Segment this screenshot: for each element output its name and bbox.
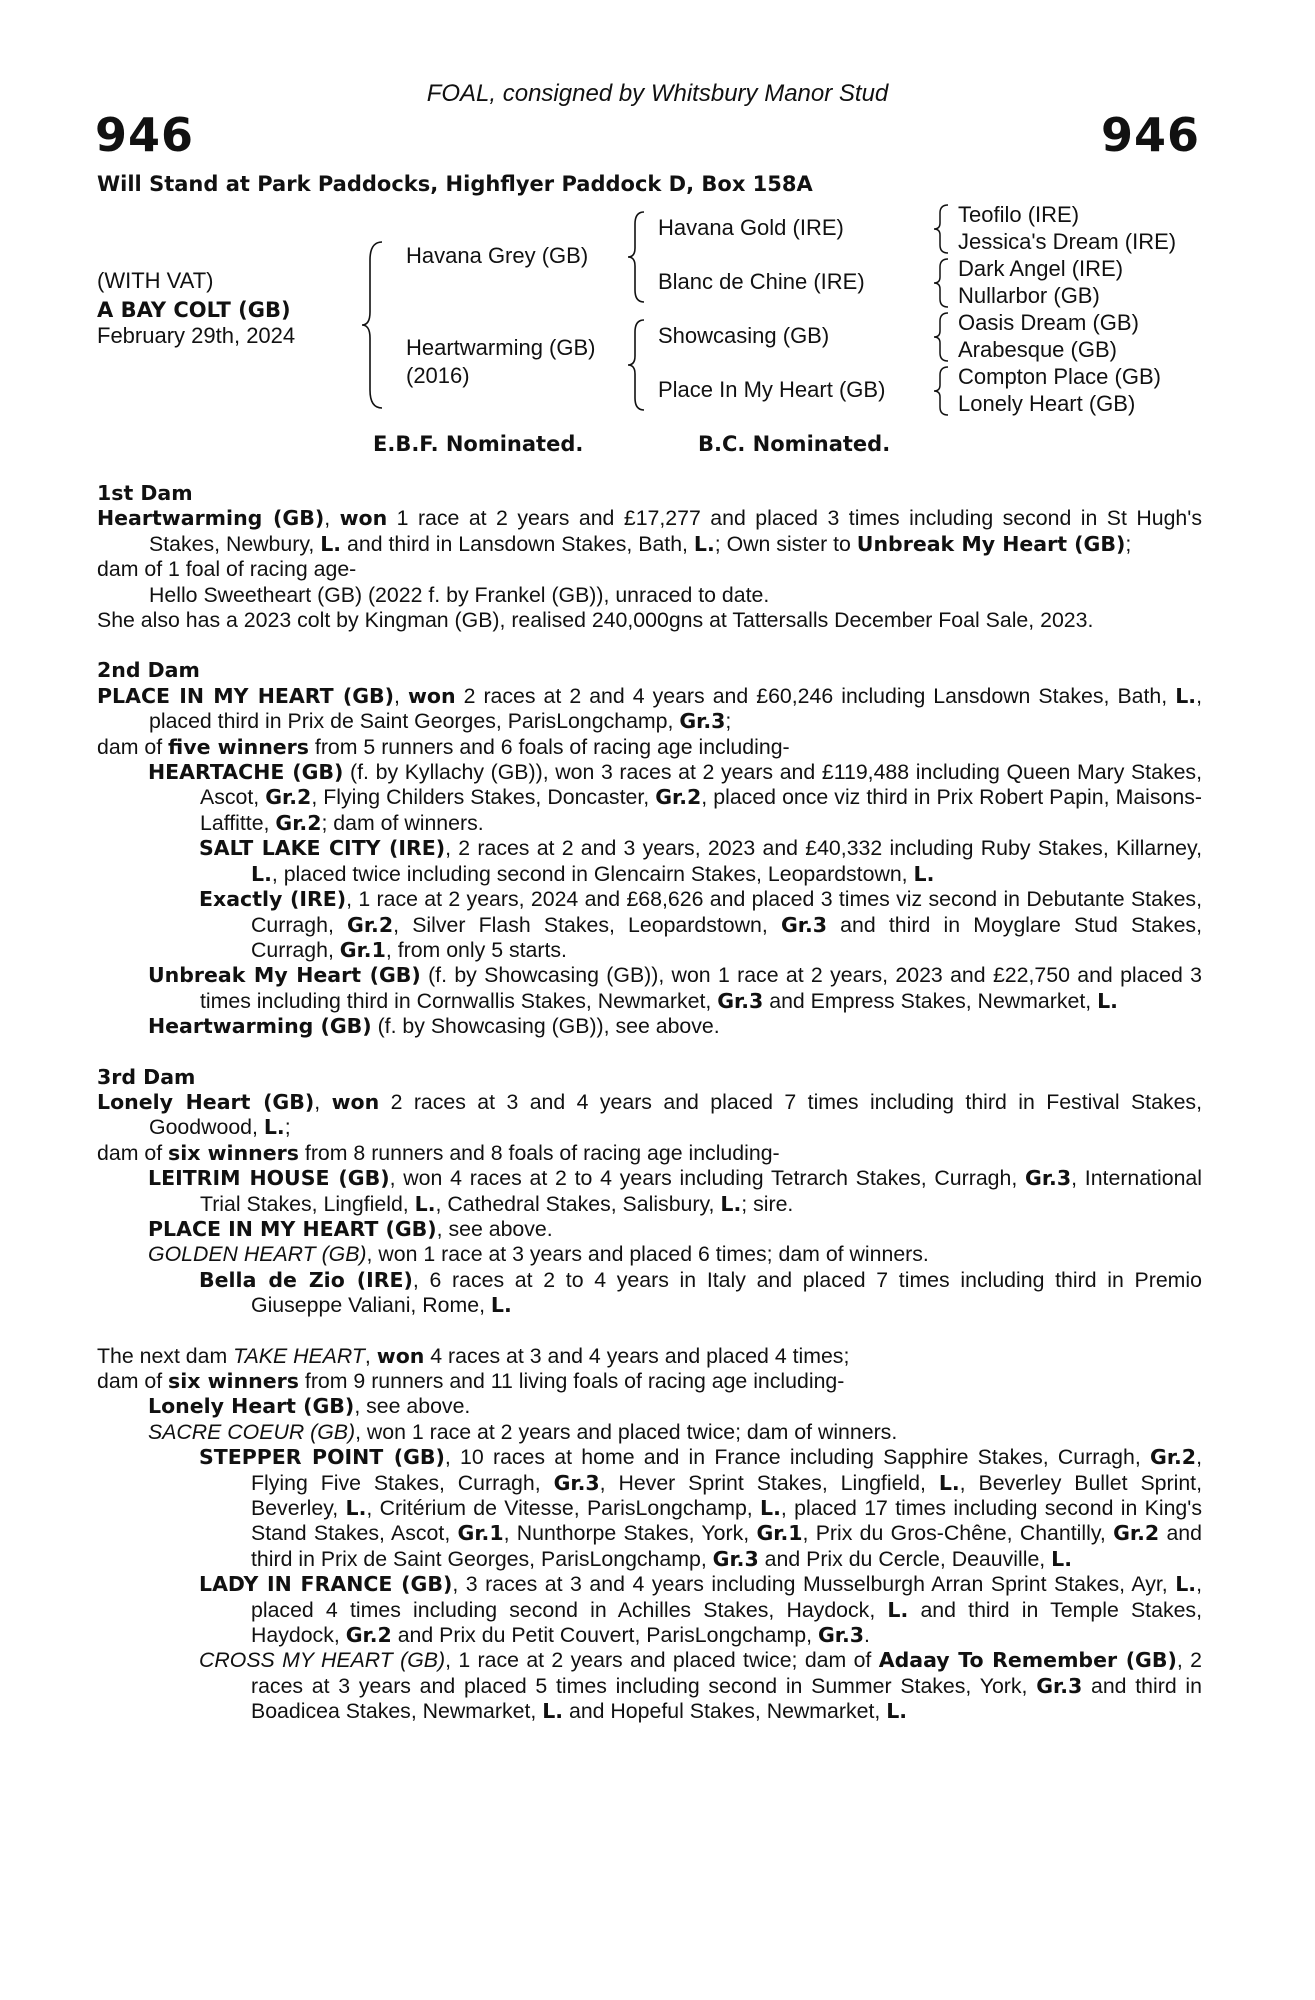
text-run: , 10 races at home and in France including Sapphire Stakes, Curragh, xyxy=(444,1445,1150,1470)
text-run: ; xyxy=(1125,531,1132,556)
text-run: ; dam of winners. xyxy=(321,810,484,835)
produce-place-in-my-heart xyxy=(97,1217,1202,1242)
text-run: , won 1 race at 2 years and placed twice; dam of winners. xyxy=(355,1419,898,1444)
text-run: from 8 runners and 8 foals of racing age including- xyxy=(299,1140,780,1165)
text-run: , 1 race at 2 years and placed twice; dam of xyxy=(445,1648,879,1673)
pedigree-brace-ss xyxy=(932,203,952,255)
bold-text-run: Lonely Heart (GB) xyxy=(97,1089,315,1114)
produce-golden-heart xyxy=(97,1242,1202,1267)
bold-text-run: STEPPER POINT (GB) xyxy=(199,1445,445,1470)
ebf-nomination: E.B.F. Nominated. xyxy=(373,432,584,456)
bold-text-run: Gr.2 xyxy=(1150,1445,1197,1470)
bold-text-run: L. xyxy=(693,531,715,556)
first-dam-record xyxy=(97,506,1202,557)
produce-leitrim-house xyxy=(97,1166,1202,1217)
bold-text-run: L. xyxy=(320,531,342,556)
pedigree-dds: Compton Place (GB) xyxy=(958,364,1161,389)
bold-text-run: Lonely Heart (GB) xyxy=(148,1394,355,1419)
bold-text-run: L. xyxy=(1097,988,1118,1013)
bold-text-run: Unbreak My Heart (GB) xyxy=(148,963,421,988)
bold-text-run: L. xyxy=(886,1699,908,1724)
bold-text-run: L. xyxy=(263,1115,285,1140)
bold-text-run: Gr.3 xyxy=(780,912,828,937)
text-run: and third in Moyglare Stud Stakes, Curragh, xyxy=(251,912,1202,962)
text-run: , Silver Flash Stakes, Leopardstown, xyxy=(393,912,781,937)
italic-text-run: CROSS MY HEART (GB) xyxy=(199,1648,446,1673)
bold-text-run: Gr.2 xyxy=(265,785,312,810)
text-run: , Beverley Bullet Sprint, Beverley, xyxy=(251,1470,1202,1521)
text-run: . xyxy=(864,1623,870,1648)
consignor-line: FOAL, consigned by Whitsbury Manor Stud xyxy=(426,80,889,107)
next-dam-record xyxy=(97,1344,1202,1369)
produce-sacre-coeur xyxy=(97,1420,1202,1445)
text-run: , International Trial Stakes, Lingfield, xyxy=(200,1166,1203,1216)
produce-exactly xyxy=(97,887,1202,963)
bold-text-run: SALT LAKE CITY (IRE) xyxy=(199,836,446,861)
bold-text-run: L. xyxy=(760,1496,781,1521)
text-run: and third in Temple Stakes, Haydock, xyxy=(251,1597,1203,1648)
second-dam-heading: 2nd Dam xyxy=(97,658,200,683)
text-run: , xyxy=(314,1089,332,1114)
text-run: (f. by Showcasing (GB)), won 1 race at 2 years, 2023 and £22,750 and placed 3 times including third in Cornwallis Stakes, Newmarket, xyxy=(200,963,1203,1013)
bold-text-run: L. xyxy=(887,1597,909,1622)
pedigree-ssd: Jessica's Dream (IRE) xyxy=(958,229,1177,254)
pedigree-brace-sd xyxy=(932,257,952,309)
text-run: , Nunthorpe Stakes, York, xyxy=(503,1521,757,1546)
first-dam-foal: Hello Sweetheart (GB) (2022 f. by Frankel (GB)), unraced to date. xyxy=(149,582,770,607)
produce-heartache xyxy=(97,760,1202,836)
text-run: and third in Lansdown Stakes, Bath, xyxy=(341,531,694,556)
text-run: dam of xyxy=(97,1369,169,1393)
bold-text-run: Heartwarming (GB) xyxy=(148,1014,372,1039)
bold-text-run: L. xyxy=(938,1470,960,1495)
text-run: and Prix du Petit Couvert, ParisLongchamp, xyxy=(391,1623,818,1648)
text-run: , Flying Five Stakes, Curragh, xyxy=(251,1445,1202,1495)
text-run: 2 races at 3 and 4 years and placed 7 times including third in Festival Stakes, Goodwood, xyxy=(149,1089,1202,1140)
bold-text-run: five winners xyxy=(168,734,309,759)
bold-text-run: Bella de Zio (IRE) xyxy=(199,1267,413,1292)
text-run: ; xyxy=(725,709,732,734)
foaling-date: February 29th, 2024 xyxy=(97,323,296,348)
text-run: , from only 5 starts. xyxy=(385,937,567,962)
pedigree-dam: Heartwarming (GB) xyxy=(406,335,596,360)
pedigree-sire: Havana Grey (GB) xyxy=(406,243,589,268)
bold-text-run: Gr.3 xyxy=(817,1623,865,1648)
text-run: dam of xyxy=(97,1140,169,1165)
pedigree-body xyxy=(97,481,1202,1725)
text-run: , Prix du Gros-Chêne, Chantilly, xyxy=(802,1521,1114,1546)
text-run: , see above. xyxy=(436,1216,553,1241)
text-run: , xyxy=(324,506,340,531)
bold-text-run: LEITRIM HOUSE (GB) xyxy=(148,1166,390,1191)
italic-text-run: TAKE HEART xyxy=(233,1343,365,1368)
bold-text-run: Gr.3 xyxy=(1025,1166,1072,1191)
bold-text-run: Gr.2 xyxy=(345,1623,392,1648)
third-dam-produce-intro xyxy=(97,1141,1202,1166)
horse-name: A BAY COLT (GB) xyxy=(97,298,291,322)
produce-lady-in-france xyxy=(97,1572,1202,1648)
text-run: , Flying Childers Stakes, Doncaster, xyxy=(311,785,656,810)
text-run: , placed 4 times including second in Achilles Stakes, Haydock, xyxy=(251,1572,1202,1622)
pedigree-brace-main xyxy=(360,240,386,410)
next-dam-produce-intro xyxy=(97,1369,1202,1394)
bold-text-run: Adaay To Remember (GB) xyxy=(878,1648,1177,1673)
bold-text-run: Gr.1 xyxy=(457,1521,504,1546)
text-run: , see above. xyxy=(354,1394,471,1419)
pedigree-dam-year: (2016) xyxy=(406,363,470,388)
bc-nomination: B.C. Nominated. xyxy=(698,432,891,456)
produce-unbreak-my-heart xyxy=(97,963,1202,1014)
bold-text-run: L. xyxy=(490,1293,512,1318)
bold-text-run: Gr.1 xyxy=(339,937,386,962)
text-run: , Critérium de Vitesse, ParisLongchamp, xyxy=(366,1496,761,1521)
bold-text-run: L. xyxy=(1051,1546,1072,1571)
pedigree-sdd: Nullarbor (GB) xyxy=(958,283,1100,308)
pedigree-dsd: Arabesque (GB) xyxy=(958,337,1117,362)
produce-stepper-point xyxy=(97,1445,1202,1572)
bold-text-run: six winners xyxy=(168,1140,299,1165)
bold-text-run: Gr.3 xyxy=(712,1546,759,1571)
produce-heartwarming xyxy=(97,1014,1202,1039)
bold-text-run: Gr.2 xyxy=(275,810,322,835)
text-run: and third in Prix de Saint Georges, ParisLongchamp, xyxy=(251,1521,1202,1571)
pedigree-sss: Teofilo (IRE) xyxy=(958,202,1080,227)
bold-text-run: Gr.2 xyxy=(1113,1521,1160,1546)
bold-text-run: L. xyxy=(542,1699,564,1724)
bold-text-run: won xyxy=(339,506,388,531)
bold-text-run: Unbreak My Heart (GB) xyxy=(856,531,1126,556)
bold-text-run: LADY IN FRANCE (GB) xyxy=(199,1572,453,1597)
produce-lonely-heart xyxy=(97,1394,1202,1419)
text-run: , xyxy=(364,1343,377,1368)
text-run: , won 4 races at 2 to 4 years including Tetrarch Stakes, Curragh, xyxy=(389,1166,1026,1191)
text-run: and Hopeful Stakes, Newmarket, xyxy=(563,1699,887,1724)
bold-text-run: Gr.3 xyxy=(717,988,764,1013)
pedigree-sire-dam: Blanc de Chine (IRE) xyxy=(658,269,865,294)
bold-text-run: Gr.3 xyxy=(553,1470,600,1495)
bold-text-run: Gr.2 xyxy=(347,912,394,937)
text-run: 1 race at 2 years and £17,277 and placed 3 times including second in St Hugh's Stakes, Newbury, xyxy=(149,506,1202,556)
text-run: The next dam xyxy=(97,1343,234,1368)
bold-text-run: L. xyxy=(251,861,272,886)
text-run: ; sire. xyxy=(741,1191,794,1216)
text-run: (f. by Showcasing (GB)), see above. xyxy=(371,1014,720,1039)
third-dam-heading: 3rd Dam xyxy=(97,1064,196,1089)
lot-number-left: 946 xyxy=(95,108,195,162)
text-run: from 5 runners and 6 foals of racing age including- xyxy=(309,734,790,759)
italic-text-run: SACRE COEUR (GB) xyxy=(148,1419,356,1444)
bold-text-run: L. xyxy=(913,861,935,886)
text-run: dam of xyxy=(97,734,169,759)
text-run: (f. by Kyllachy (GB)), won 3 races at 2 years and £119,488 including Queen Mary Stakes, Ascot, xyxy=(200,760,1202,810)
pedigree-brace-sire xyxy=(626,210,648,304)
text-run: and third in Boadicea Stakes, Newmarket, xyxy=(251,1673,1202,1724)
second-dam-record xyxy=(97,684,1202,735)
bold-text-run: won xyxy=(407,683,456,708)
second-dam-produce-intro xyxy=(97,735,1202,760)
bold-text-run: Gr.1 xyxy=(756,1521,803,1546)
text-run: , xyxy=(394,683,408,708)
pedigree-brace-dd xyxy=(932,365,952,417)
text-run: ; xyxy=(284,1115,291,1140)
produce-salt-lake-city xyxy=(97,836,1202,887)
pedigree-dam-dam: Place In My Heart (GB) xyxy=(658,377,886,402)
lot-number-right: 946 xyxy=(1100,108,1200,162)
text-run: , placed third in Prix de Saint Georges, ParisLongchamp, xyxy=(149,683,1202,734)
stand-location: Will Stand at Park Paddocks, Highflyer Paddock D, Box 158A xyxy=(97,172,813,196)
bold-text-run: Exactly (IRE) xyxy=(199,887,347,912)
bold-text-run: Gr.2 xyxy=(655,785,702,810)
bold-text-run: Heartwarming (GB) xyxy=(97,506,325,531)
text-run: ; Own sister to xyxy=(714,531,857,556)
text-run: 4 races at 3 and 4 years and placed 4 times; xyxy=(424,1343,850,1368)
produce-cross-my-heart xyxy=(97,1648,1202,1724)
bold-text-run: L. xyxy=(1175,1572,1197,1597)
text-run: and Empress Stakes, Newmarket, xyxy=(763,988,1098,1013)
bold-text-run: PLACE IN MY HEART (GB) xyxy=(148,1216,437,1241)
pedigree-brace-ds xyxy=(932,311,952,363)
bold-text-run: HEARTACHE (GB) xyxy=(148,760,344,785)
bold-text-run: Gr.3 xyxy=(1036,1673,1083,1698)
text-run: and Prix du Cercle, Deauville, xyxy=(758,1546,1052,1571)
bold-text-run: PLACE IN MY HEART (GB) xyxy=(97,683,395,708)
bold-text-run: won xyxy=(331,1089,380,1114)
pedigree-sire-sire: Havana Gold (IRE) xyxy=(658,215,844,240)
bold-text-run: L. xyxy=(345,1496,367,1521)
text-run: , 3 races at 3 and 4 years including Musselburgh Arran Sprint Stakes, Ayr, xyxy=(452,1572,1176,1597)
text-run: , placed twice including second in Glencairn Stakes, Leopardstown, xyxy=(271,861,914,886)
text-run: , Hever Sprint Stakes, Lingfield, xyxy=(599,1470,939,1495)
text-run: , placed 17 times including second in King's Stand Stakes, Ascot, xyxy=(251,1496,1202,1546)
bold-text-run: L. xyxy=(720,1191,742,1216)
pedigree-brace-dam xyxy=(626,318,648,412)
text-run: , won 1 race at 3 years and placed 6 times; dam of winners. xyxy=(366,1242,929,1267)
bold-text-run: six winners xyxy=(168,1369,299,1393)
first-dam-also: She also has a 2023 colt by Kingman (GB), realised 240,000gns at Tattersalls December Foal Sale, 2023. xyxy=(97,608,1094,633)
bold-text-run: L. xyxy=(1175,683,1197,708)
pedigree-ddd: Lonely Heart (GB) xyxy=(958,391,1136,416)
pedigree-dss: Oasis Dream (GB) xyxy=(958,310,1139,335)
third-dam-record xyxy=(97,1090,1202,1141)
first-dam-heading: 1st Dam xyxy=(97,481,193,505)
text-run: , 6 races at 2 to 4 years in Italy and placed 7 times including third in Premio Giuseppe Valiani, Rome, xyxy=(251,1267,1202,1318)
italic-text-run: GOLDEN HEART (GB) xyxy=(148,1242,367,1267)
text-run: , 2 races at 2 and 3 years, 2023 and £40,332 including Ruby Stakes, Killarney, xyxy=(445,836,1202,861)
pedigree-sds: Dark Angel (IRE) xyxy=(958,256,1124,281)
first-dam-produce-intro: dam of 1 foal of racing age- xyxy=(97,557,357,582)
bold-text-run: won xyxy=(376,1343,425,1368)
text-run: , Cathedral Stakes, Salisbury, xyxy=(435,1191,721,1216)
text-run: from 9 runners and 11 living foals of racing age including- xyxy=(299,1369,845,1393)
text-run: , 2 races at 3 years and placed 5 times including second in Summer Stakes, York, xyxy=(251,1648,1202,1698)
produce-bella-de-zio xyxy=(97,1268,1202,1319)
bold-text-run: L. xyxy=(414,1191,436,1216)
text-run: 2 races at 2 and 4 years and £60,246 including Lansdown Stakes, Bath, xyxy=(455,683,1176,708)
text-run: , placed once viz third in Prix Robert Papin, Maisons-Laffitte, xyxy=(200,785,1202,835)
vat-note: (WITH VAT) xyxy=(97,268,214,293)
bold-text-run: Gr.3 xyxy=(679,709,726,734)
text-run: , 1 race at 2 years, 2024 and £68,626 and placed 3 times viz second in Debutante Stakes, Curragh, xyxy=(251,887,1202,937)
pedigree-dam-sire: Showcasing (GB) xyxy=(658,323,830,348)
